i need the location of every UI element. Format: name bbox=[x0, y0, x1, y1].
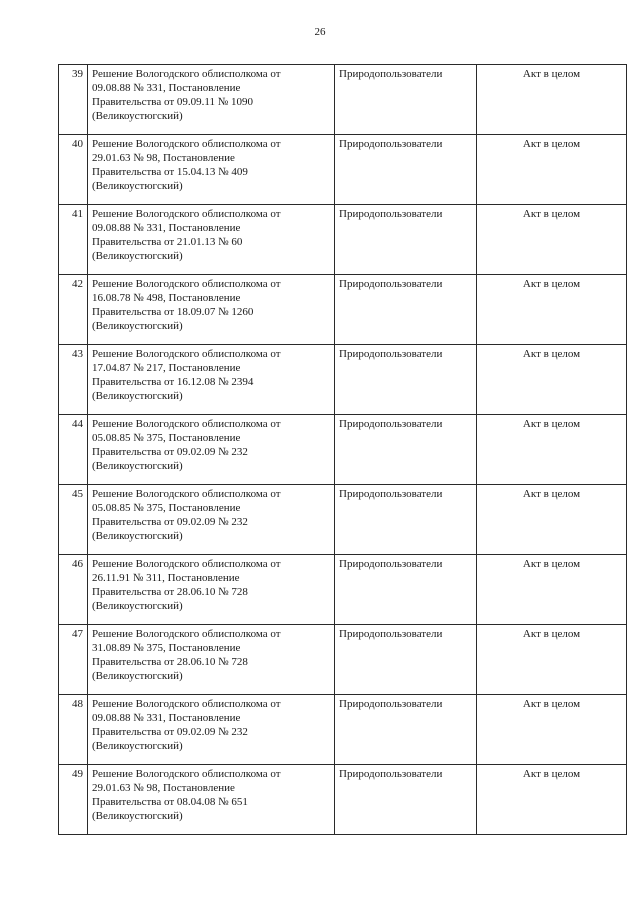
document-line: Решение Вологодского облисполкома от bbox=[92, 68, 281, 80]
document-line: 09.08.88 № 331, Постановление bbox=[92, 222, 241, 234]
document-line: Правительства от 09.02.09 № 232 bbox=[92, 446, 248, 458]
subjects-cell: Природопользователи bbox=[335, 625, 477, 695]
document-line: 09.08.88 № 331, Постановление bbox=[92, 82, 241, 94]
document-line: Решение Вологодского облисполкома от bbox=[92, 208, 281, 220]
table-row bbox=[59, 415, 627, 485]
document-line: 31.08.89 № 375, Постановление bbox=[92, 642, 241, 654]
document-line: Решение Вологодского облисполкома от bbox=[92, 768, 281, 780]
document-line: Правительства от 18.09.07 № 1260 bbox=[92, 306, 254, 318]
document-cell bbox=[88, 135, 335, 205]
acts-table bbox=[58, 64, 627, 835]
table-row bbox=[59, 485, 627, 555]
document-line: Решение Вологодского облисполкома от bbox=[92, 348, 281, 360]
document-line: 16.08.78 № 498, Постановление bbox=[92, 292, 241, 304]
act-scope-cell: Акт в целом bbox=[477, 765, 627, 835]
row-number: 43 bbox=[59, 345, 88, 415]
document-line: Правительства от 15.04.13 № 409 bbox=[92, 166, 248, 178]
row-number: 49 bbox=[59, 765, 88, 835]
document-line: (Великоустюгский) bbox=[92, 740, 183, 752]
row-number: 47 bbox=[59, 625, 88, 695]
table-row bbox=[59, 625, 627, 695]
document-line: Правительства от 09.02.09 № 232 bbox=[92, 516, 248, 528]
act-scope-cell: Акт в целом bbox=[477, 625, 627, 695]
document-line: 29.01.63 № 98, Постановление bbox=[92, 152, 235, 164]
act-scope-cell: Акт в целом bbox=[477, 135, 627, 205]
document-line: 17.04.87 № 217, Постановление bbox=[92, 362, 241, 374]
subjects-cell: Природопользователи bbox=[335, 205, 477, 275]
row-number: 45 bbox=[59, 485, 88, 555]
table-row bbox=[59, 345, 627, 415]
row-number: 39 bbox=[59, 65, 88, 135]
document-cell bbox=[88, 275, 335, 345]
act-scope-cell: Акт в целом bbox=[477, 275, 627, 345]
document-line: Решение Вологодского облисполкома от bbox=[92, 698, 281, 710]
document-line: Правительства от 21.01.13 № 60 bbox=[92, 236, 243, 248]
row-number: 40 bbox=[59, 135, 88, 205]
document-cell bbox=[88, 205, 335, 275]
row-number: 41 bbox=[59, 205, 88, 275]
document-line: (Великоустюгский) bbox=[92, 530, 183, 542]
document-line: (Великоустюгский) bbox=[92, 600, 183, 612]
document-line: 05.08.85 № 375, Постановление bbox=[92, 432, 241, 444]
act-scope-cell: Акт в целом bbox=[477, 65, 627, 135]
subjects-cell: Природопользователи bbox=[335, 275, 477, 345]
document-cell bbox=[88, 555, 335, 625]
table-row bbox=[59, 555, 627, 625]
table-row bbox=[59, 695, 627, 765]
subjects-cell: Природопользователи bbox=[335, 415, 477, 485]
document-line: Решение Вологодского облисполкома от bbox=[92, 418, 281, 430]
subjects-cell: Природопользователи bbox=[335, 345, 477, 415]
document-line: 05.08.85 № 375, Постановление bbox=[92, 502, 241, 514]
document-line: 09.08.88 № 331, Постановление bbox=[92, 712, 241, 724]
document-line: Правительства от 28.06.10 № 728 bbox=[92, 656, 248, 668]
document-line: (Великоустюгский) bbox=[92, 670, 183, 682]
subjects-cell: Природопользователи bbox=[335, 135, 477, 205]
subjects-cell: Природопользователи bbox=[335, 65, 477, 135]
document-line: Решение Вологодского облисполкома от bbox=[92, 278, 281, 290]
acts-table-body bbox=[59, 65, 627, 835]
document-cell bbox=[88, 695, 335, 765]
table-row bbox=[59, 765, 627, 835]
document-cell bbox=[88, 765, 335, 835]
document-line: (Великоустюгский) bbox=[92, 250, 183, 262]
table-row bbox=[59, 65, 627, 135]
subjects-cell: Природопользователи bbox=[335, 485, 477, 555]
document-line: Правительства от 09.09.11 № 1090 bbox=[92, 96, 253, 108]
document-line: Правительства от 16.12.08 № 2394 bbox=[92, 376, 254, 388]
subjects-cell: Природопользователи bbox=[335, 555, 477, 625]
document-line: Правительства от 08.04.08 № 651 bbox=[92, 796, 248, 808]
document-line: (Великоустюгский) bbox=[92, 180, 183, 192]
subjects-cell: Природопользователи bbox=[335, 695, 477, 765]
act-scope-cell: Акт в целом bbox=[477, 555, 627, 625]
document-line: (Великоустюгский) bbox=[92, 810, 183, 822]
document-cell bbox=[88, 415, 335, 485]
page-number: 26 bbox=[314, 26, 326, 38]
document-line: Решение Вологодского облисполкома от bbox=[92, 138, 281, 150]
document-line: 26.11.91 № 311, Постановление bbox=[92, 572, 240, 584]
document-cell bbox=[88, 625, 335, 695]
row-number: 48 bbox=[59, 695, 88, 765]
act-scope-cell: Акт в целом bbox=[477, 205, 627, 275]
act-scope-cell: Акт в целом bbox=[477, 415, 627, 485]
document-cell bbox=[88, 65, 335, 135]
table-row bbox=[59, 205, 627, 275]
row-number: 42 bbox=[59, 275, 88, 345]
document-line: (Великоустюгский) bbox=[92, 110, 183, 122]
document-line: Правительства от 09.02.09 № 232 bbox=[92, 726, 248, 738]
row-number: 46 bbox=[59, 555, 88, 625]
document-line: (Великоустюгский) bbox=[92, 460, 183, 472]
document-line: (Великоустюгский) bbox=[92, 320, 183, 332]
table-row bbox=[59, 135, 627, 205]
document-line: Решение Вологодского облисполкома от bbox=[92, 628, 281, 640]
act-scope-cell: Акт в целом bbox=[477, 345, 627, 415]
document-line: Решение Вологодского облисполкома от bbox=[92, 488, 281, 500]
document-line: Решение Вологодского облисполкома от bbox=[92, 558, 281, 570]
act-scope-cell: Акт в целом bbox=[477, 485, 627, 555]
document-line: Правительства от 28.06.10 № 728 bbox=[92, 586, 248, 598]
table-row bbox=[59, 275, 627, 345]
document-line: (Великоустюгский) bbox=[92, 390, 183, 402]
subjects-cell: Природопользователи bbox=[335, 765, 477, 835]
act-scope-cell: Акт в целом bbox=[477, 695, 627, 765]
document-cell bbox=[88, 345, 335, 415]
row-number: 44 bbox=[59, 415, 88, 485]
document-cell bbox=[88, 485, 335, 555]
document-line: 29.01.63 № 98, Постановление bbox=[92, 782, 235, 794]
